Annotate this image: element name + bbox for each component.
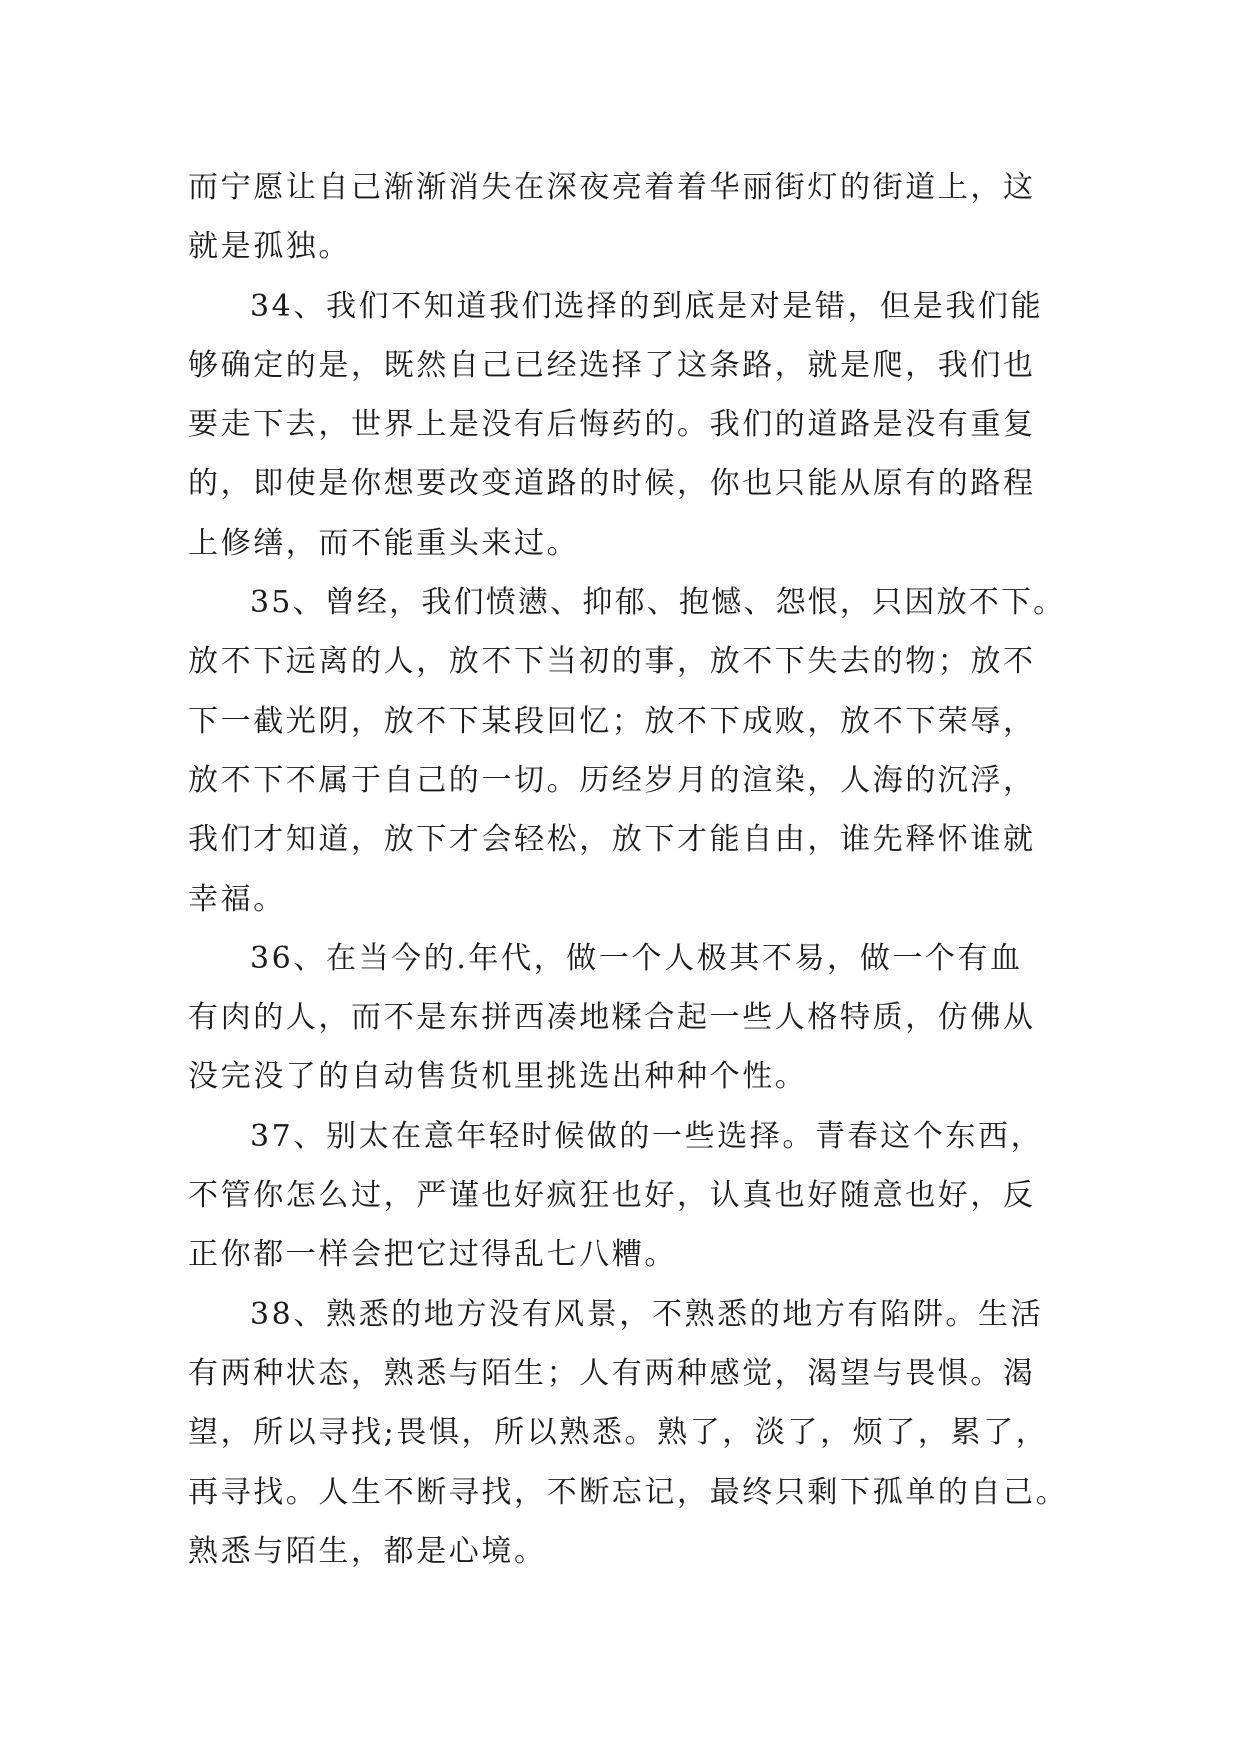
text-line: 就是孤独。 <box>188 229 351 265</box>
paragraph-38-start: 38、熟悉的地方没有风景，不熟悉的地方有陷阱。生活 <box>250 1296 1044 1332</box>
text-line: 有肉的人，而不是东拼西凑地糅合起一些人格特质，仿佛从 <box>188 1000 1036 1036</box>
text-line: 幸福。 <box>188 881 286 917</box>
text-line: 的，即使是你想要改变道路的时候，你也只能从原有的路程 <box>188 466 1036 502</box>
text-line: 下一截光阴，放不下某段回忆；放不下成败，放不下荣辱， <box>188 703 1036 739</box>
text-line: 望，所以寻找;畏惧，所以熟悉。熟了，淡了，烦了，累了， <box>188 1415 1049 1451</box>
paragraph-36-start: 36、在当今的.年代，做一个人极其不易，做一个有血 <box>250 940 1023 976</box>
paragraph-34-start: 34、我们不知道我们选择的到底是对是错，但是我们能 <box>250 288 1044 324</box>
paragraph-35-start: 35、曾经，我们愤懑、抑郁、抱憾、怨恨，只因放不下。 <box>250 585 1066 621</box>
text-line: 正你都一样会把它过得乱七八糟。 <box>188 1237 677 1273</box>
text-line: 我们才知道，放下才会轻松，放下才能自由，谁先释怀谁就 <box>188 822 1036 858</box>
text-line: 放不下不属于自己的一切。历经岁月的渲染，人海的沉浮， <box>188 762 1036 798</box>
text-line: 够确定的是，既然自己已经选择了这条路，就是爬，我们也 <box>188 347 1036 383</box>
text-line: 要走下去，世界上是没有后悔药的。我们的道路是没有重复 <box>188 407 1036 443</box>
text-line: 熟悉与陌生，都是心境。 <box>188 1533 547 1569</box>
text-line: 放不下远离的人，放不下当初的事，放不下失去的物；放不 <box>188 644 1036 680</box>
text-line: 而宁愿让自己渐渐消失在深夜亮着着华丽街灯的街道上，这 <box>188 170 1036 205</box>
text-line: 再寻找。人生不断寻找，不断忘记，最终只剩下孤单的自己。 <box>188 1474 1069 1510</box>
text-line: 上修缮，而不能重头来过。 <box>188 525 580 561</box>
text-line: 不管你怎么过，严谨也好疯狂也好，认真也好随意也好，反 <box>188 1178 1036 1214</box>
text-line: 有两种状态，熟悉与陌生；人有两种感觉，渴望与畏惧。渴 <box>188 1355 1036 1391</box>
document-body <box>188 158 1068 1581</box>
text-line: 没完没了的自动售货机里挑选出种种个性。 <box>188 1059 808 1095</box>
paragraph-37-start: 37、别太在意年轻时候做的一些选择。青春这个东西， <box>250 1118 1044 1154</box>
